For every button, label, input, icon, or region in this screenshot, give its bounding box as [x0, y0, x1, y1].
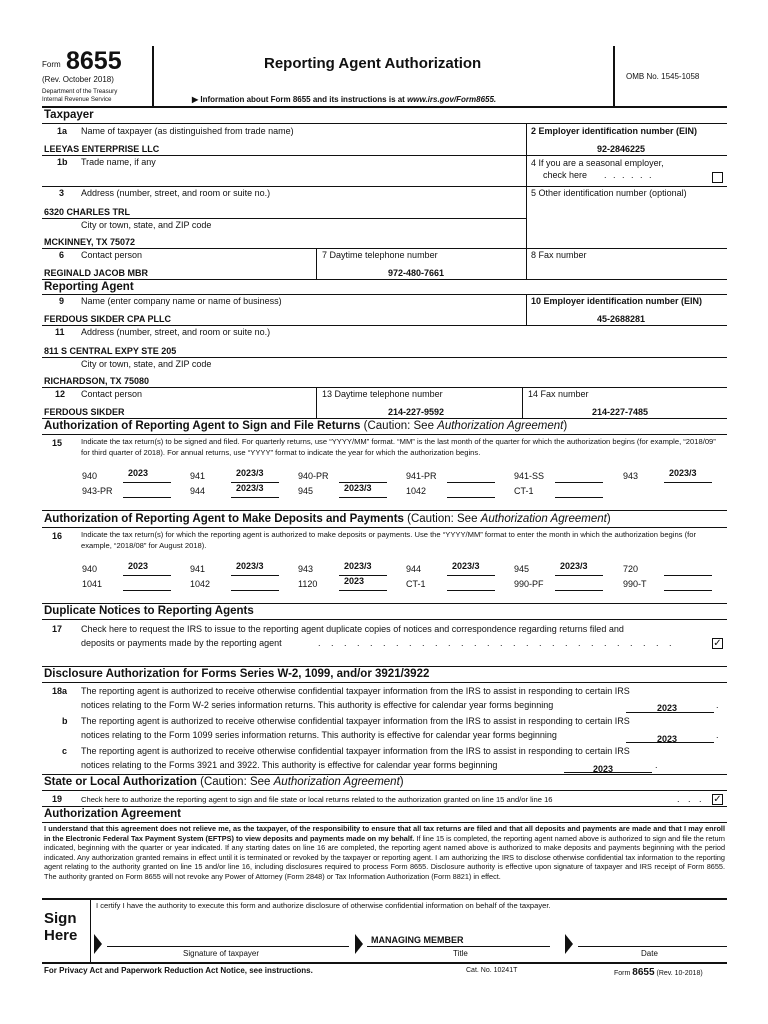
- signature-field[interactable]: [107, 946, 349, 947]
- line15-instructions: Indicate the tax return(s) to be signed and filed. For quarterly returns, use “YYYY/MM” format. “MM” is the last month of the quarter for which the authorization begins (for example, “2018/09” for third quarter of 2018). For annual returns, use “YYYY” format to indicate the year for which the authorization begins.: [81, 437, 716, 457]
- line18a-year[interactable]: 2023: [657, 703, 678, 713]
- taxpayer-name-value[interactable]: LEEYAS ENTERPRISE LLC: [44, 144, 160, 154]
- taxpayer-fax-label: 8 Fax number: [531, 250, 587, 260]
- agent-phone-label: 13 Daytime telephone number: [322, 389, 443, 399]
- form-code-field[interactable]: [447, 497, 495, 498]
- taxpayer-ein-label: 2 Employer identification number (EIN): [531, 126, 698, 136]
- form-code-label: CT-1: [514, 486, 534, 496]
- form-code-label: 1041: [82, 579, 103, 589]
- title-value[interactable]: MANAGING MEMBER: [371, 935, 464, 945]
- section-sign-file: [44, 420, 567, 432]
- form-code-field[interactable]: [123, 575, 171, 576]
- section-title: Authorization of Reporting Agent to Make Deposits and Payments: [44, 513, 408, 525]
- section-taxpayer: Taxpayer: [44, 109, 94, 121]
- sign-arrow-icon: [94, 934, 102, 954]
- taxpayer-contact-label: Contact person: [81, 250, 143, 260]
- line-number: 1b: [57, 157, 68, 167]
- line-number: b: [62, 716, 68, 726]
- here-label: Here: [44, 927, 78, 944]
- agent-name-label: Name (enter company name or name of business): [81, 296, 282, 306]
- form-code-value[interactable]: 2023/3: [236, 561, 264, 571]
- section-duplicate-notices: Duplicate Notices to Reporting Agents: [44, 605, 254, 617]
- agreement-plain: If line 15 is completed, the reporting agent named above is authorized to sign and file the return indicated, beginning with the quarter or year indicated. If any starting dates on line 16 are completed, the reporting agent named above is authorized to make deposits and payments beginning with the period indicated. Any authorization granted remains in effect until it is terminated or revoked by the taxpayer or reporting agent. I am authorizing the IRS to disclose otherwise confidential tax information to the reporting agent relating to the authority granted on line 15 and/or line 16, including disclosures required to process Form 8655. Disclosure authority is effective upon signature of taxpayer and IRS receipt of Form 8655. The authority granted on Form 8655 will not revoke any Power of Attorney (Form 2848) or Tax Information Authorization (Form 8821) in effect.: [44, 833, 725, 881]
- taxpayer-city-value[interactable]: MCKINNEY, TX 75072: [44, 237, 136, 247]
- form-code-label: 941: [190, 471, 206, 481]
- form-code-label: 940-PR: [298, 471, 329, 481]
- form-code-label: 944: [406, 564, 422, 574]
- form-code-field[interactable]: [231, 575, 279, 576]
- line19-text: Check here to authorize the reporting agent to sign and file state or local returns related to the authorization granted on line 15 and/or line 16: [81, 795, 553, 804]
- form-word: Form: [614, 970, 631, 977]
- form-title: Reporting Agent Authorization: [264, 55, 482, 72]
- form-code-value[interactable]: 2023/3: [236, 483, 264, 493]
- caution-text: (Caution: See: [363, 420, 438, 432]
- form-code-field[interactable]: [664, 482, 712, 483]
- line16-instructions: Indicate the tax return(s) for which the reporting agent is authorized to make deposits or payments. Use the “YYYY/MM” format to enter the month in which the authorization begins (for example, “2018/08” for August 2018).: [81, 530, 696, 550]
- agent-city-label: City or town, state, and ZIP code: [81, 359, 212, 369]
- form-code-label: 720: [623, 564, 639, 574]
- date-caption: Date: [641, 949, 658, 958]
- line-number: c: [62, 746, 68, 756]
- catalog-number: Cat. No. 10241T: [466, 967, 518, 974]
- agent-ein-value[interactable]: 45-2688281: [597, 314, 646, 324]
- agreement-ref: Authorization Agreement: [480, 513, 607, 525]
- section-deposits: [44, 513, 611, 525]
- form-code-value[interactable]: 2023/3: [236, 468, 264, 478]
- agreement-ref: Authorization Agreement: [437, 420, 564, 432]
- taxpayer-phone-label: 7 Daytime telephone number: [322, 250, 438, 260]
- form-code-value[interactable]: 2023: [128, 561, 149, 571]
- agreement-ref: Authorization Agreement: [273, 776, 400, 788]
- section-state-local: [44, 776, 404, 788]
- form-code-label: 940: [82, 471, 98, 481]
- form-code-label: 1042: [406, 486, 427, 496]
- seasonal-check-label: check here: [543, 170, 588, 180]
- taxpayer-ein-value[interactable]: 92-2846225: [597, 144, 646, 154]
- form-code-label: 943: [298, 564, 314, 574]
- form-code-value[interactable]: 2023/3: [560, 561, 588, 571]
- footer-form-number: [614, 967, 703, 978]
- taxpayer-address-label: Address (number, street, and room or suite no.): [81, 188, 271, 198]
- form-code-field[interactable]: [555, 497, 603, 498]
- form-code-label: 944: [190, 486, 206, 496]
- form-code-field[interactable]: [555, 590, 603, 591]
- form-code-value[interactable]: 2023/3: [669, 468, 697, 478]
- line-number: 11: [55, 327, 65, 337]
- info-url[interactable]: www.irs.gov/Form8655.: [407, 95, 497, 104]
- line-number: 15: [52, 438, 63, 448]
- form-code-label: 943-PR: [82, 486, 113, 496]
- agreement-text: [44, 824, 725, 881]
- line-number: 9: [59, 296, 65, 306]
- line-number: 17: [52, 624, 63, 634]
- line18c-year[interactable]: 2023: [593, 764, 614, 774]
- form-label: Form: [42, 60, 61, 69]
- leader-dots: . . .: [677, 794, 705, 804]
- form-code-label: 1042: [190, 579, 211, 589]
- form-code-field[interactable]: [555, 482, 603, 483]
- form-code-field[interactable]: [123, 590, 171, 591]
- paren: ): [606, 513, 611, 525]
- taxpayer-city-label: City or town, state, and ZIP code: [81, 220, 212, 230]
- title-arrow-icon: [355, 934, 363, 954]
- form-code-field[interactable]: [447, 482, 495, 483]
- form-code-label: 945: [514, 564, 530, 574]
- leader-dots: . . . . . . . . . . . . . . . . . . . . . . . . . . . .: [318, 638, 676, 648]
- form-code-field[interactable]: [447, 590, 495, 591]
- form-code-value[interactable]: 2023/3: [344, 561, 372, 571]
- agent-name-value[interactable]: FERDOUS SIKDER CPA PLLC: [44, 314, 172, 324]
- section-title: State or Local Authorization: [44, 776, 201, 788]
- agent-city-value[interactable]: RICHARDSON, TX 75080: [44, 376, 150, 386]
- seasonal-checkbox[interactable]: [712, 172, 723, 183]
- form-code-field[interactable]: [664, 575, 712, 576]
- duplicate-notices-checkbox[interactable]: ✓: [713, 638, 722, 649]
- form-code-field[interactable]: [123, 497, 171, 498]
- taxpayer-name-label: Name of taxpayer (as distinguished from trade name): [81, 126, 294, 136]
- line-number: 6: [59, 250, 65, 260]
- privacy-notice: For Privacy Act and Paperwork Reduction Act Notice, see instructions.: [44, 966, 313, 975]
- line18c-text-cont: notices relating to the Forms 3921 and 3922. This authority is effective for calendar year forms beginning: [81, 760, 498, 770]
- date-field[interactable]: [578, 946, 727, 947]
- line18c-text: The reporting agent is authorized to receive otherwise confidential taxpayer information from the IRS to assist in responding to certain IRS: [81, 746, 630, 756]
- footer-revision: (Rev. 10-2018): [656, 970, 703, 977]
- leader-dots: . . . . . .: [604, 170, 654, 180]
- agent-address-value[interactable]: 811 S CENTRAL EXPY STE 205: [44, 346, 177, 356]
- section-disclosure: Disclosure Authorization for Forms Series W-2, 1099, and/or 3921/3922: [44, 668, 430, 680]
- paren: ): [563, 420, 568, 432]
- line18b-text-cont: notices relating to the Form 1099 series information returns. This authority is effective for calendar year forms beginning: [81, 730, 557, 740]
- form-code-field[interactable]: [447, 575, 495, 576]
- taxpayer-contact-value[interactable]: REGINALD JACOB MBR: [44, 268, 149, 278]
- form-code-label: 990-PF: [514, 579, 544, 589]
- info-line: [192, 95, 496, 104]
- form-code-field[interactable]: [339, 497, 387, 498]
- line18a-text: The reporting agent is authorized to receive otherwise confidential taxpayer information from the IRS to assist in responding to certain IRS: [81, 686, 630, 696]
- form-code-field[interactable]: [231, 590, 279, 591]
- line17-text-cont: deposits or payments made by the reporting agent: [81, 638, 282, 648]
- caution-text: (Caution: See: [200, 776, 274, 788]
- line-number: 12: [55, 389, 66, 399]
- form-code-field[interactable]: [664, 590, 712, 591]
- form-code-field[interactable]: [555, 575, 603, 576]
- form-code-field[interactable]: [231, 497, 279, 498]
- agent-contact-label: Contact person: [81, 389, 143, 399]
- signature-caption: Signature of taxpayer: [183, 949, 260, 958]
- agency-line: Internal Revenue Service: [42, 96, 112, 103]
- line18b-text: The reporting agent is authorized to receive otherwise confidential taxpayer information from the IRS to assist in responding to certain IRS: [81, 716, 630, 726]
- line-number: 19: [52, 794, 63, 804]
- sign-label: Sign: [44, 910, 77, 927]
- title-caption: Title: [453, 949, 468, 958]
- form-code-label: 941: [190, 564, 206, 574]
- section-reporting-agent: Reporting Agent: [44, 281, 134, 293]
- date-arrow-icon: [565, 934, 573, 954]
- agent-fax-label: 14 Fax number: [528, 389, 589, 399]
- line17-text: Check here to request the IRS to issue to the reporting agent duplicate copies of notices and correspondence regarding returns filed and: [81, 624, 624, 634]
- omb-number: OMB No. 1545-1058: [626, 72, 700, 81]
- form-code-label: 941-SS: [514, 471, 545, 481]
- paren: ): [399, 776, 404, 788]
- caution-text: (Caution: See: [407, 513, 481, 525]
- department-line: Department of the Treasury: [42, 88, 118, 95]
- line18b-year[interactable]: 2023: [657, 734, 678, 744]
- form-number-bold: 8655: [632, 967, 655, 978]
- form-code-label: 940: [82, 564, 98, 574]
- form-code-value[interactable]: 2023: [128, 468, 149, 478]
- form-code-label: 941-PR: [406, 471, 437, 481]
- form-code-label: CT-1: [406, 579, 426, 589]
- revision-date: (Rev. October 2018): [42, 75, 114, 84]
- other-id-label: 5 Other identification number (optional): [531, 188, 687, 198]
- form-code-label: 945: [298, 486, 314, 496]
- agent-ein-label: 10 Employer identification number (EIN): [531, 296, 703, 306]
- seasonal-label: 4 If you are a seasonal employer,: [531, 158, 664, 168]
- form-code-value[interactable]: 2023: [344, 576, 365, 586]
- line-number: 18a: [52, 686, 68, 696]
- state-local-checkbox[interactable]: ✓: [713, 794, 722, 805]
- line-number: 16: [52, 531, 63, 541]
- agreement-bold: I understand that this agreement does not relieve me, as the taxpayer, of the responsibility to ensure that all tax returns are filed and that all deposits and payments are made and that I may enroll in the Electronic Federal Tax Payment System (EFTPS) to view deposits and payments made on my behalf.: [44, 824, 725, 843]
- form-code-label: 943: [623, 471, 639, 481]
- trade-name-label: Trade name, if any: [81, 157, 156, 167]
- certify-text: I certify I have the authority to execute this form and authorize disclosure of otherwise confidential information on behalf of the taxpayer.: [96, 901, 551, 910]
- form-code-field[interactable]: [123, 482, 171, 483]
- agent-contact-value[interactable]: FERDOUS SIKDER: [44, 407, 125, 417]
- section-title: Authorization of Reporting Agent to Sign and File Returns: [44, 420, 364, 432]
- line-number: 3: [59, 188, 65, 198]
- taxpayer-phone-value[interactable]: 972-480-7661: [388, 268, 445, 278]
- form-code-value[interactable]: 2023/3: [452, 561, 480, 571]
- agent-fax-value[interactable]: 214-227-7485: [592, 407, 649, 417]
- form-code-field[interactable]: [339, 590, 387, 591]
- line18a-text-cont: notices relating to the Form W-2 series information returns. This authority is effective for calendar year forms beginning: [81, 700, 554, 710]
- form-code-value[interactable]: 2023/3: [344, 483, 372, 493]
- form-number: 8655: [66, 47, 122, 75]
- info-prefix: ▶ Information about Form 8655 and its instructions is at: [192, 95, 408, 104]
- line-number: 1a: [57, 126, 68, 136]
- form-code-label: 990-T: [623, 579, 647, 589]
- section-authorization-agreement: Authorization Agreement: [44, 808, 181, 820]
- agent-address-label: Address (number, street, and room or suite no.): [81, 327, 271, 337]
- taxpayer-address-value[interactable]: 6320 CHARLES TRL: [44, 207, 131, 217]
- form-code-label: 1120: [298, 579, 318, 589]
- agent-phone-value[interactable]: 214-227-9592: [388, 407, 445, 417]
